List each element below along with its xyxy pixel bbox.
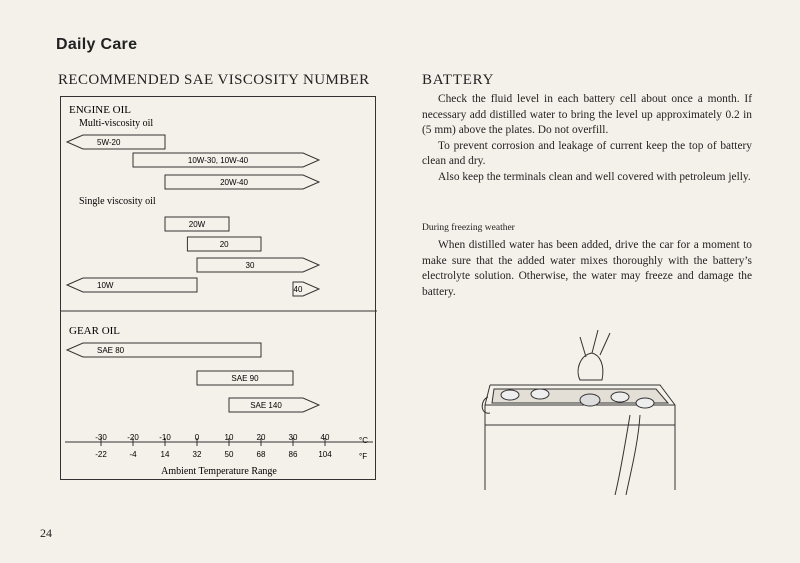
- fahrenheit-tick-label: -22: [95, 450, 107, 459]
- fahrenheit-tick-label: 68: [256, 450, 266, 459]
- celsius-tick-label: 10: [224, 433, 234, 442]
- engine-multi-bar-label: 5W-20: [97, 138, 121, 147]
- engine-oil-label: ENGINE OIL: [69, 104, 132, 116]
- battery-paragraph: Also keep the terminals clean and well covered with petroleum jelly.: [438, 170, 751, 183]
- battery-heading: BATTERY: [422, 72, 495, 88]
- celsius-tick-label: -20: [127, 433, 139, 442]
- engine-single-bar-label: 40: [293, 285, 303, 294]
- unit-celsius: °C: [359, 436, 368, 445]
- fahrenheit-tick-label: 32: [192, 450, 202, 459]
- celsius-tick-label: -10: [159, 433, 171, 442]
- bars-layer: [67, 135, 319, 412]
- viscosity-chart-svg: [61, 97, 377, 481]
- battery-body: [422, 92, 752, 185]
- engine-single-bar: [67, 278, 197, 292]
- engine-single-bar-label: 30: [245, 261, 255, 270]
- axis-title: Ambient Temperature Range: [161, 466, 277, 477]
- gear-bar-label: SAE 90: [231, 374, 259, 383]
- fahrenheit-tick-label: 104: [318, 450, 332, 459]
- temperature-axis: [65, 433, 373, 477]
- page-number: 24: [40, 526, 52, 540]
- engine-multi-bar-label: 10W-30, 10W-40: [187, 156, 249, 165]
- gear-bar-label: SAE 80: [97, 346, 125, 355]
- gear-bar-label: SAE 140: [250, 401, 282, 410]
- celsius-tick-label: 30: [288, 433, 298, 442]
- multi-viscosity-label: Multi-viscosity oil: [79, 118, 154, 129]
- section-title: Daily Care: [56, 36, 138, 53]
- engine-single-bar: [197, 258, 319, 272]
- celsius-tick-label: 20: [256, 433, 266, 442]
- freezing-weather-text: When distilled water has been added, drive the car for a moment to make sure that the added water mixes thoroughly with the battery’s electrolyte solution. Otherwise, the water may freeze and damage the battery.: [422, 239, 752, 298]
- sae-viscosity-heading: RECOMMENDED SAE VISCOSITY NUMBER: [58, 72, 370, 88]
- gear-oil-label: GEAR OIL: [69, 325, 121, 337]
- celsius-tick-label: 0: [194, 433, 200, 442]
- fahrenheit-tick-label: -4: [129, 450, 137, 459]
- unit-fahrenheit: °F: [359, 452, 368, 461]
- engine-single-bar-label: 20: [219, 240, 229, 249]
- engine-single-bar-label: 20W: [188, 220, 206, 229]
- celsius-tick-label: -30: [95, 433, 107, 442]
- fahrenheit-tick-label: 86: [288, 450, 298, 459]
- fahrenheit-tick-label: 50: [224, 450, 234, 459]
- freezing-weather-heading: During freezing weather: [422, 223, 515, 233]
- battery-paragraph: To prevent corrosion and leakage of current keep the top of battery clean and dry.: [422, 139, 752, 167]
- battery-paragraph: Check the fluid level in each battery cell about once a month. If necessary add distilled water to bring the level up approximately 0.2 in (5 mm) above the plates. Do not overfill.: [422, 93, 752, 136]
- engine-multi-bar-label: 20W-40: [220, 178, 248, 187]
- fahrenheit-tick-label: 14: [160, 450, 170, 459]
- engine-single-bar-label: 10W: [97, 281, 114, 290]
- viscosity-chart: [60, 96, 376, 480]
- battery-illustration: [480, 325, 680, 495]
- celsius-tick-label: 40: [320, 433, 330, 442]
- single-viscosity-label: Single viscosity oil: [79, 196, 156, 207]
